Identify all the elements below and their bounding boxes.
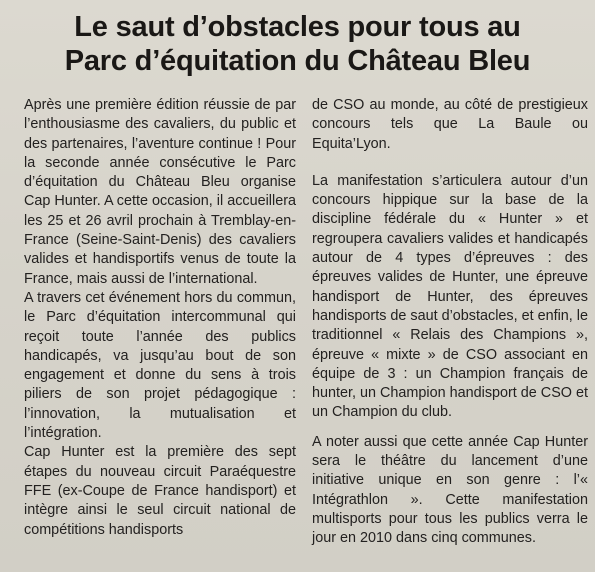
- paragraph-manifestation: La manifestation s’articulera autour d’un concours hippique sur la base de la discipline fédérale du « Hunter » et regroupera cavaliers valides et handicapés autour de 4 types d’épreuves : des épreuves valides de Hunter, une épreuve handisport de Hunter, des épreuves handisports de saut d’obstacles, et enfin, le traditionnel « Relais des Champions », épreuve « mixte » de CSO associant en équipe de 3 : un Champion français de hunter, un Champion handisport de CSO et un Champion du club.: [312, 172, 588, 421]
- article-headline: [0, 10, 595, 78]
- headline-line-2: Parc d’équitation du Château Bleu: [64, 45, 531, 77]
- article-column-right: [312, 96, 588, 549]
- paragraph-engagement: A travers cet événement hors du commun, le Parc d’équitation intercommunal qui reçoit toute l’année des publics handicapés, va jusqu’au bout de son engagement et donne du sens à trois piliers de son projet pédagogique : l’innovation, la mutualisation et l’intégration.: [24, 289, 296, 442]
- paragraph-circuit: Cap Hunter est la première des sept étapes du nouveau circuit Paraéquestre FFE (ex-Coupe de France handisport) et intègre ainsi le seul circuit national de compétitions handisports: [24, 444, 296, 538]
- article-column-left: [24, 96, 296, 540]
- paragraph-intro: Après une première édition réussie de par l’enthousiasme des cavaliers, du public et des partenaires, l’aventure continue ! Pour la seconde année consécutive le Parc d’équitation du Château Bleu organise Cap Hunter. A cette occasion, il accueillera les 25 et 26 avril prochain à Tremblay-en-France (Seine-Saint-Denis) des cavaliers valides et handisportifs venus de toute la France, mais aussi de l’international.: [24, 97, 296, 287]
- paragraph-integrathlon: A noter aussi que cette année Cap Hunter sera le théâtre du lancement d’une initiative unique en son genre : l’« Intégrathlon ». Cette manifestation multisports pour tous les publics verra le jour en 2010 dans cinq communes.: [312, 433, 588, 547]
- headline-line-1: Le saut d’obstacles pour tous au: [74, 11, 521, 43]
- paragraph-circuit-continued: de CSO au monde, au côté de prestigieux concours tels que La Baule ou Equita’Lyon.: [312, 97, 588, 152]
